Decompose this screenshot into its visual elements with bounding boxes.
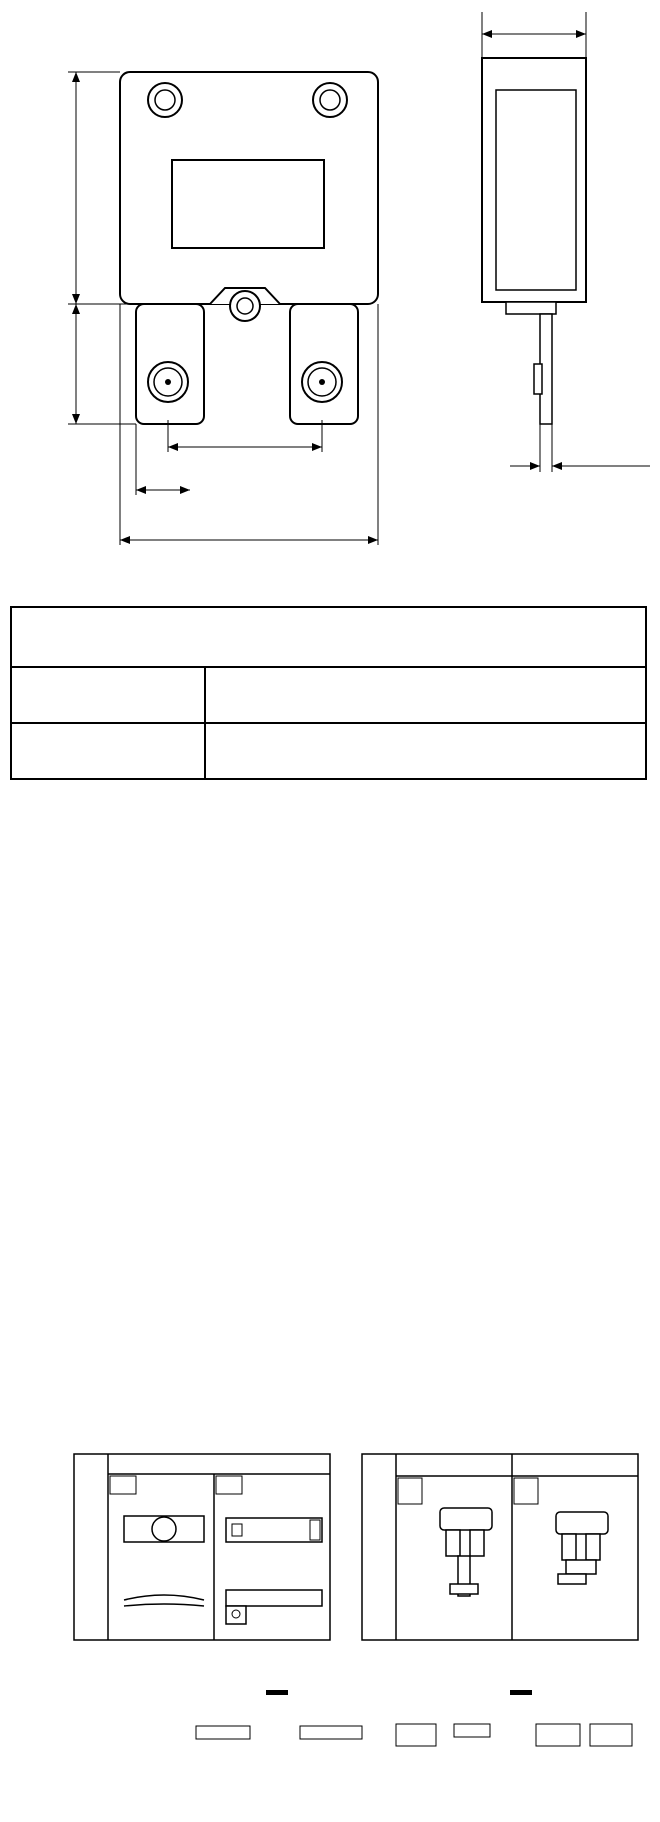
zj-bushing-drawing <box>226 1518 322 1542</box>
ordering-code <box>0 1660 660 1822</box>
derating-factor-1 <box>205 723 646 779</box>
trip-curves-chart <box>0 830 660 1410</box>
options-panels <box>0 1450 660 1650</box>
terminal-left <box>136 304 204 424</box>
derating-temp-1 <box>11 723 205 779</box>
dimension-drawing <box>0 0 660 560</box>
side-label <box>496 90 576 290</box>
table-row <box>11 723 646 779</box>
derating-table <box>10 606 647 780</box>
terminal-right <box>290 304 358 424</box>
derating-temp-0 <box>11 667 205 723</box>
derating-factor-0 <box>205 667 646 723</box>
table-row <box>11 667 646 723</box>
label-plate <box>172 160 324 248</box>
derating-title <box>11 607 646 667</box>
